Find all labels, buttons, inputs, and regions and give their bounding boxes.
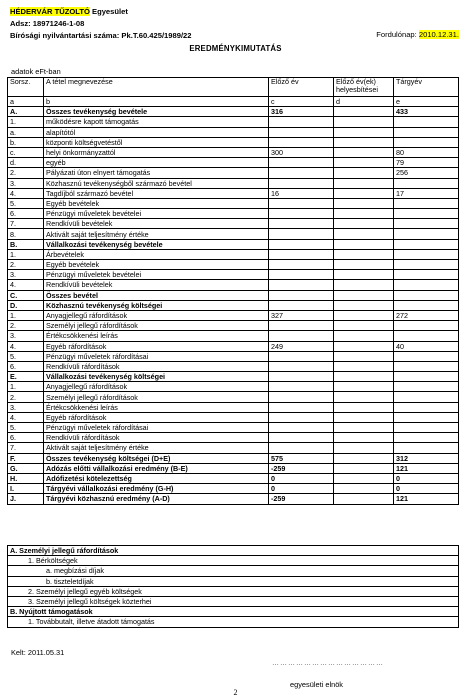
cell-cur [394,382,459,392]
cell-prev: 316 [269,107,334,117]
cell-prev [269,270,334,280]
cell-no: 6. [8,361,44,371]
cell-name: Pénzügyi műveletek bevételei [44,270,269,280]
cell-cur [394,412,459,422]
cell-corr [334,361,394,371]
cell-corr [334,310,394,320]
cell-corr [334,280,394,290]
fordulonap [376,30,459,39]
table-row [8,402,459,412]
table-row [8,270,459,280]
cell-cur [394,300,459,310]
table-row [8,494,459,504]
table-row [8,188,459,198]
cell-cur [394,239,459,249]
cell-name: Árbevételek [44,249,269,259]
cell-cur: 256 [394,168,459,178]
col-letter-a: a [8,97,44,107]
cell-cur [394,249,459,259]
cell-cur: 433 [394,107,459,117]
cell-cur: 0 [394,473,459,483]
table-row [8,147,459,157]
cell-name: Egyéb bevételek [44,198,269,208]
cell-prev [269,433,334,443]
cell-prev: 0 [269,484,334,494]
cell-prev [269,351,334,361]
cell-corr [334,137,394,147]
cell-cur [394,423,459,433]
cell-corr [334,239,394,249]
org-type: Egyesület [92,7,128,16]
cell-no: 3. [8,178,44,188]
table-row [8,341,459,351]
cell-no: 1. [8,117,44,127]
cell-cur: 121 [394,463,459,473]
cell-prev [269,137,334,147]
cell-no: 5. [8,423,44,433]
income-statement-table [7,77,459,505]
cell-corr [334,127,394,137]
col-header-no: Sorsz. [8,78,44,97]
cell-prev [269,382,334,392]
table-row [8,361,459,371]
table-row [8,239,459,249]
cell-corr [334,198,394,208]
cell-cur: 0 [394,484,459,494]
cell-no: E. [8,372,44,382]
table-row [8,392,459,402]
cell-cur [394,178,459,188]
cell-cur: 121 [394,494,459,504]
cell-name: Összes tevékenység bevétele [44,107,269,117]
table-row [8,443,459,453]
cell-no: b. [8,137,44,147]
table-row [8,300,459,310]
cell-name: alapítótól [44,127,269,137]
cell-cur [394,219,459,229]
cell-name: Rendkívüli bevételek [44,219,269,229]
table-row [8,453,459,463]
cell-name: Közhasznú tevékenységből származó bevétel [44,178,269,188]
table-row [8,107,459,117]
cell-name: Rendkívüli bevételek [44,280,269,290]
cell-name: Rendkívüli ráfordítások [44,433,269,443]
cell-no: F. [8,453,44,463]
cell-no: A. [8,107,44,117]
cell-prev [269,423,334,433]
tax-number: Adsz: 18971246-1-08 [10,19,85,28]
cell-prev [269,209,334,219]
personnel-support-table [7,545,459,628]
cell-cur [394,229,459,239]
cell-name: helyi önkormányzattól [44,147,269,157]
table-row [8,198,459,208]
cell-corr [334,178,394,188]
cell-corr [334,443,394,453]
cell-no: 4. [8,280,44,290]
cell-name: működésre kapott támogatás [44,117,269,127]
page-number: 2 [233,688,238,697]
cell-no: 7. [8,219,44,229]
cell-no: d. [8,158,44,168]
cell-corr [334,473,394,483]
cell-name: Tárgyévi vállalkozási eredmény (G-H) [44,484,269,494]
sub-item-label: B. Nyújtott támogatások [8,607,459,617]
cell-no: 1. [8,310,44,320]
cell-cur: 79 [394,158,459,168]
cell-corr [334,321,394,331]
cell-corr [334,107,394,117]
col-header-corr: Előző év(ek) helyesbítései [334,78,394,97]
cell-corr [334,453,394,463]
cell-name: Összes bevétel [44,290,269,300]
document-header [10,6,192,42]
cell-no: 7. [8,443,44,453]
cell-no: 2. [8,321,44,331]
table-row [8,310,459,320]
cell-name: Pénzügyi műveletek ráfordításai [44,351,269,361]
table-row [8,168,459,178]
cell-prev [269,361,334,371]
list-item [8,546,459,556]
cell-name: Pályázati úton elnyert támogatás [44,168,269,178]
cell-corr [334,463,394,473]
cell-cur [394,117,459,127]
signature-title: egyesületi elnök [290,680,344,689]
table-row [8,423,459,433]
cell-name: Értékcsökkenési leírás [44,402,269,412]
cell-no: 1. [8,382,44,392]
cell-cur: 272 [394,310,459,320]
cell-prev [269,300,334,310]
col-letter-b: b [44,97,269,107]
cell-prev: 0 [269,473,334,483]
cell-cur [394,331,459,341]
cell-corr [334,402,394,412]
table-row [8,484,459,494]
cell-cur [394,402,459,412]
cell-prev: 300 [269,147,334,157]
cell-no: 1. [8,249,44,259]
cell-name: központi költségvetéstől [44,137,269,147]
cell-cur [394,198,459,208]
table-row [8,137,459,147]
cell-no: G. [8,463,44,473]
cell-cur [394,280,459,290]
cell-corr [334,300,394,310]
cell-no: C. [8,290,44,300]
sub-item-label: 1. Továbbutalt, illetve átadott támogatás [8,617,459,627]
cell-prev [269,321,334,331]
cell-cur [394,361,459,371]
sub-item-label: A. Személyi jellegű ráfordítások [8,546,459,556]
table-row [8,382,459,392]
col-header-prev: Előző év [269,78,334,97]
cell-cur [394,392,459,402]
cell-cur [394,137,459,147]
cell-no: 2. [8,168,44,178]
cell-corr [334,331,394,341]
cell-corr [334,158,394,168]
cell-prev [269,372,334,382]
sub-item-label: a. megbízási díjak [8,566,459,576]
cell-no: D. [8,300,44,310]
cell-no: c. [8,147,44,157]
cell-no: a. [8,127,44,137]
cell-no: 2. [8,260,44,270]
cell-prev [269,443,334,453]
table-row [8,117,459,127]
cell-prev [269,331,334,341]
cell-prev [269,219,334,229]
cell-prev [269,402,334,412]
cell-no: 8. [8,229,44,239]
cell-prev [269,117,334,127]
cell-corr [334,219,394,229]
table-row [8,229,459,239]
cell-name: Közhasznú tevékenység költségei [44,300,269,310]
cell-prev: -259 [269,463,334,473]
issue-date: Kelt: 2011.05.31 [11,648,65,657]
cell-prev: 16 [269,188,334,198]
cell-prev [269,168,334,178]
cell-corr [334,382,394,392]
cell-no: 4. [8,188,44,198]
table-header-row [8,78,459,97]
cell-name: Egyéb bevételek [44,260,269,270]
page-title: EREDMÉNYKIMUTATÁS [189,44,282,53]
cell-cur: 80 [394,147,459,157]
list-item [8,586,459,596]
cell-prev: -259 [269,494,334,504]
list-item [8,576,459,586]
cell-prev [269,198,334,208]
list-item [8,556,459,566]
court-registration: Bírósági nyilvántartási száma: Pk.T.60.425/1989/22 [10,31,192,40]
cell-corr [334,229,394,239]
cell-cur [394,351,459,361]
cell-name: Tagdíjból származó bevétel [44,188,269,198]
cell-cur [394,433,459,443]
cell-cur [394,127,459,137]
cell-corr [334,351,394,361]
cell-name: Anyagjellegű ráfordítások [44,310,269,320]
cell-no: J. [8,494,44,504]
cell-cur: 17 [394,188,459,198]
list-item [8,566,459,576]
col-letter-d: d [334,97,394,107]
cell-corr [334,260,394,270]
sub-item-label: 2. Személyi jellegű egyéb költségek [8,586,459,596]
cell-corr [334,494,394,504]
list-item [8,607,459,617]
cell-no: 3. [8,270,44,280]
cell-no: 5. [8,198,44,208]
fordulonap-label: Fordulónap: [376,30,417,39]
cell-name: Adózás előtti vállalkozási eredmény (B-E) [44,463,269,473]
cell-no: B. [8,239,44,249]
cell-corr [334,188,394,198]
table-row [8,178,459,188]
cell-corr [334,372,394,382]
table-row [8,463,459,473]
table-row [8,473,459,483]
cell-no: 5. [8,351,44,361]
cell-corr [334,290,394,300]
cell-corr [334,433,394,443]
cell-no: H. [8,473,44,483]
cell-corr [334,270,394,280]
cell-prev [269,260,334,270]
cell-cur: 312 [394,453,459,463]
cell-name: Aktivált saját teljesítmény értéke [44,229,269,239]
cell-prev [269,249,334,259]
cell-prev [269,280,334,290]
table-row [8,412,459,422]
table-row [8,290,459,300]
table-row [8,158,459,168]
cell-prev [269,158,334,168]
cell-name: Egyéb ráfordítások [44,412,269,422]
cell-corr [334,147,394,157]
col-header-cur: Tárgyév [394,78,459,97]
list-item [8,596,459,606]
cell-name: Rendkívüli ráfordítások [44,361,269,371]
cell-corr [334,412,394,422]
cell-no: 6. [8,433,44,443]
col-letter-c: c [269,97,334,107]
sub-item-label: 3. Személyi jellegű költségek közterhei [8,596,459,606]
table-row [8,372,459,382]
cell-corr [334,341,394,351]
cell-cur [394,372,459,382]
col-letter-e: e [394,97,459,107]
cell-name: Adófizetési kötelezettség [44,473,269,483]
cell-cur: 40 [394,341,459,351]
table-row [8,280,459,290]
cell-prev [269,239,334,249]
cell-name: Személyi jellegű ráfordítások [44,392,269,402]
sub-item-label: b. tiszteletdíjak [8,576,459,586]
table-row [8,331,459,341]
cell-no: I. [8,484,44,494]
table-row [8,249,459,259]
cell-prev [269,412,334,422]
sub-item-label: 1. Bérköltségek [8,556,459,566]
table-row [8,127,459,137]
cell-no: 3. [8,402,44,412]
cell-no: 4. [8,341,44,351]
cell-prev [269,290,334,300]
table-row [8,321,459,331]
cell-name: Tárgyévi közhasznú eredmény (A-D) [44,494,269,504]
cell-no: 6. [8,209,44,219]
cell-name: Vállalkozási tevékenység költségei [44,372,269,382]
cell-name: Anyagjellegű ráfordítások [44,382,269,392]
cell-name: Aktivált saját teljesítmény értéke [44,443,269,453]
col-header-name: A tétel megnevezése [44,78,269,97]
cell-cur [394,290,459,300]
cell-prev [269,178,334,188]
cell-corr [334,117,394,127]
cell-corr [334,209,394,219]
unit-note: adatok eFt-ban [11,67,61,76]
cell-cur [394,209,459,219]
cell-name: Értékcsökkenési leírás [44,331,269,341]
cell-name: Pénzügyi műveletek bevételei [44,209,269,219]
cell-cur [394,321,459,331]
cell-prev: 327 [269,310,334,320]
cell-name: Személyi jellegű ráfordítások [44,321,269,331]
table-row [8,209,459,219]
cell-corr [334,392,394,402]
cell-prev [269,229,334,239]
cell-corr [334,423,394,433]
cell-name: Vállalkozási tevékenység bevétele [44,239,269,249]
cell-no: 4. [8,412,44,422]
cell-name: Pénzügyi műveletek ráfordításai [44,423,269,433]
cell-cur [394,260,459,270]
table-row [8,351,459,361]
org-name: HÉDERVÁR TŰZOLTÓ [10,7,90,16]
cell-no: 3. [8,331,44,341]
cell-name: Összes tevékenység költségei (D+E) [44,453,269,463]
cell-cur [394,443,459,453]
list-item [8,617,459,627]
cell-corr [334,249,394,259]
cell-prev [269,392,334,402]
fordulonap-value: 2010.12.31. [418,30,459,39]
column-letter-row [8,97,459,107]
signature-line: …………………………………… [272,660,384,667]
cell-no: 2. [8,392,44,402]
table-row [8,433,459,443]
table-row [8,219,459,229]
cell-prev: 575 [269,453,334,463]
cell-corr [334,168,394,178]
cell-name: Egyéb ráfordítások [44,341,269,351]
cell-name: egyéb [44,158,269,168]
cell-prev: 249 [269,341,334,351]
cell-prev [269,127,334,137]
table-row [8,260,459,270]
cell-corr [334,484,394,494]
cell-cur [394,270,459,280]
